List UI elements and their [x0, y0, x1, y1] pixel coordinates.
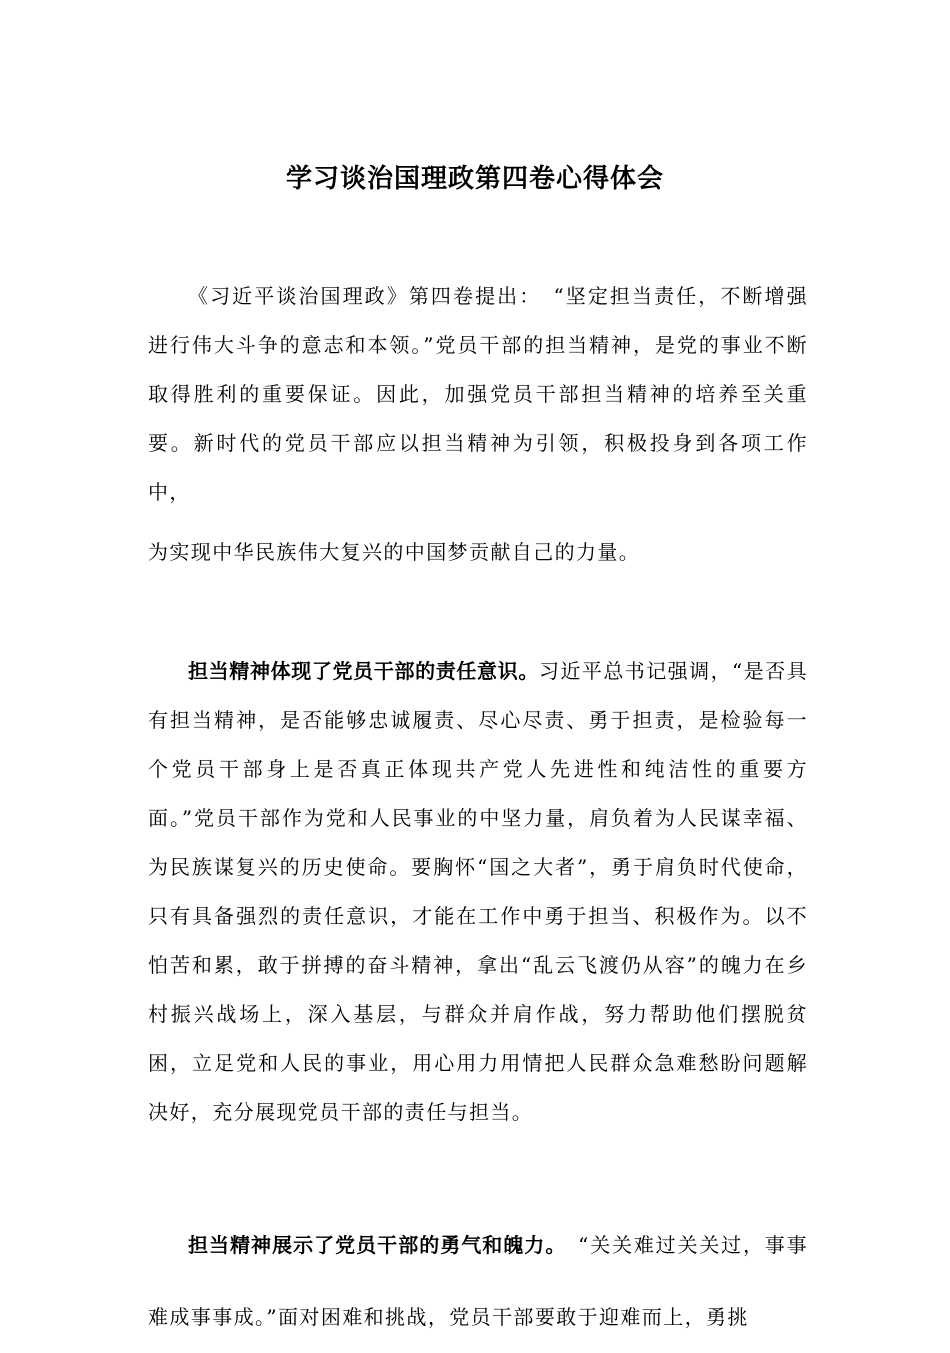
document-title: 学习谈治国理政第四卷心得体会 — [285, 164, 664, 194]
paragraph-intro-continuation — [148, 528, 808, 577]
paragraph-text: 《习近平谈治国理政》第四卷提出： “坚定担当责任，不断增强进行伟大斗争的意志和本领。”党员干部的担当精神，是党的事业不断取得胜利的重要保证。因此，加强党员干部担当精神的培养至关重要。新时代的党员干部应以担当精神为引领，积极投身到各项工作中， — [148, 284, 808, 504]
paragraph-text: 为实现中华民族伟大复兴的中国梦贡献自己的力量。 — [148, 540, 641, 564]
paragraph-text: “关关难过关关过，事事难成事事成。”面对困难和挑战，党员干部要敢于迎难而上，勇挑 — [148, 1233, 808, 1329]
paragraph-lead: 担当精神体现了党员干部的责任意识。 — [188, 659, 539, 683]
paragraph-lead: 担当精神展示了党员干部的勇气和魄力。 — [188, 1233, 557, 1257]
paragraph-intro — [148, 272, 808, 517]
paragraph-courage — [148, 1209, 808, 1353]
paragraph-responsibility — [148, 647, 808, 1137]
paragraph-text: 习近平总书记强调，“是否具有担当精神，是否能够忠诚履责、尽心尽责、勇于担责，是检验每一个党员干部身上是否真正体现共产党人先进性和纯洁性的重要方面。”党员干部作为党和人民事业的中坚力量，肩负着为人民谋幸福、为民族谋复兴的历史使命。要胸怀“国之大者”，勇于肩负时代使命，只有具备强烈的责任意识，才能在工作中勇于担当、积极作为。以不怕苦和累，敢于拼搏的奋斗精神，拿出“乱云飞渡仍从容”的魄力在乡村振兴战场上，深入基层，与群众并肩作战，努力帮助他们摆脱贫困，立足党和人民的事业，用心用力用情把人民群众急难愁盼问题解决好，充分展现党员干部的责任与担当。 — [148, 659, 808, 1124]
